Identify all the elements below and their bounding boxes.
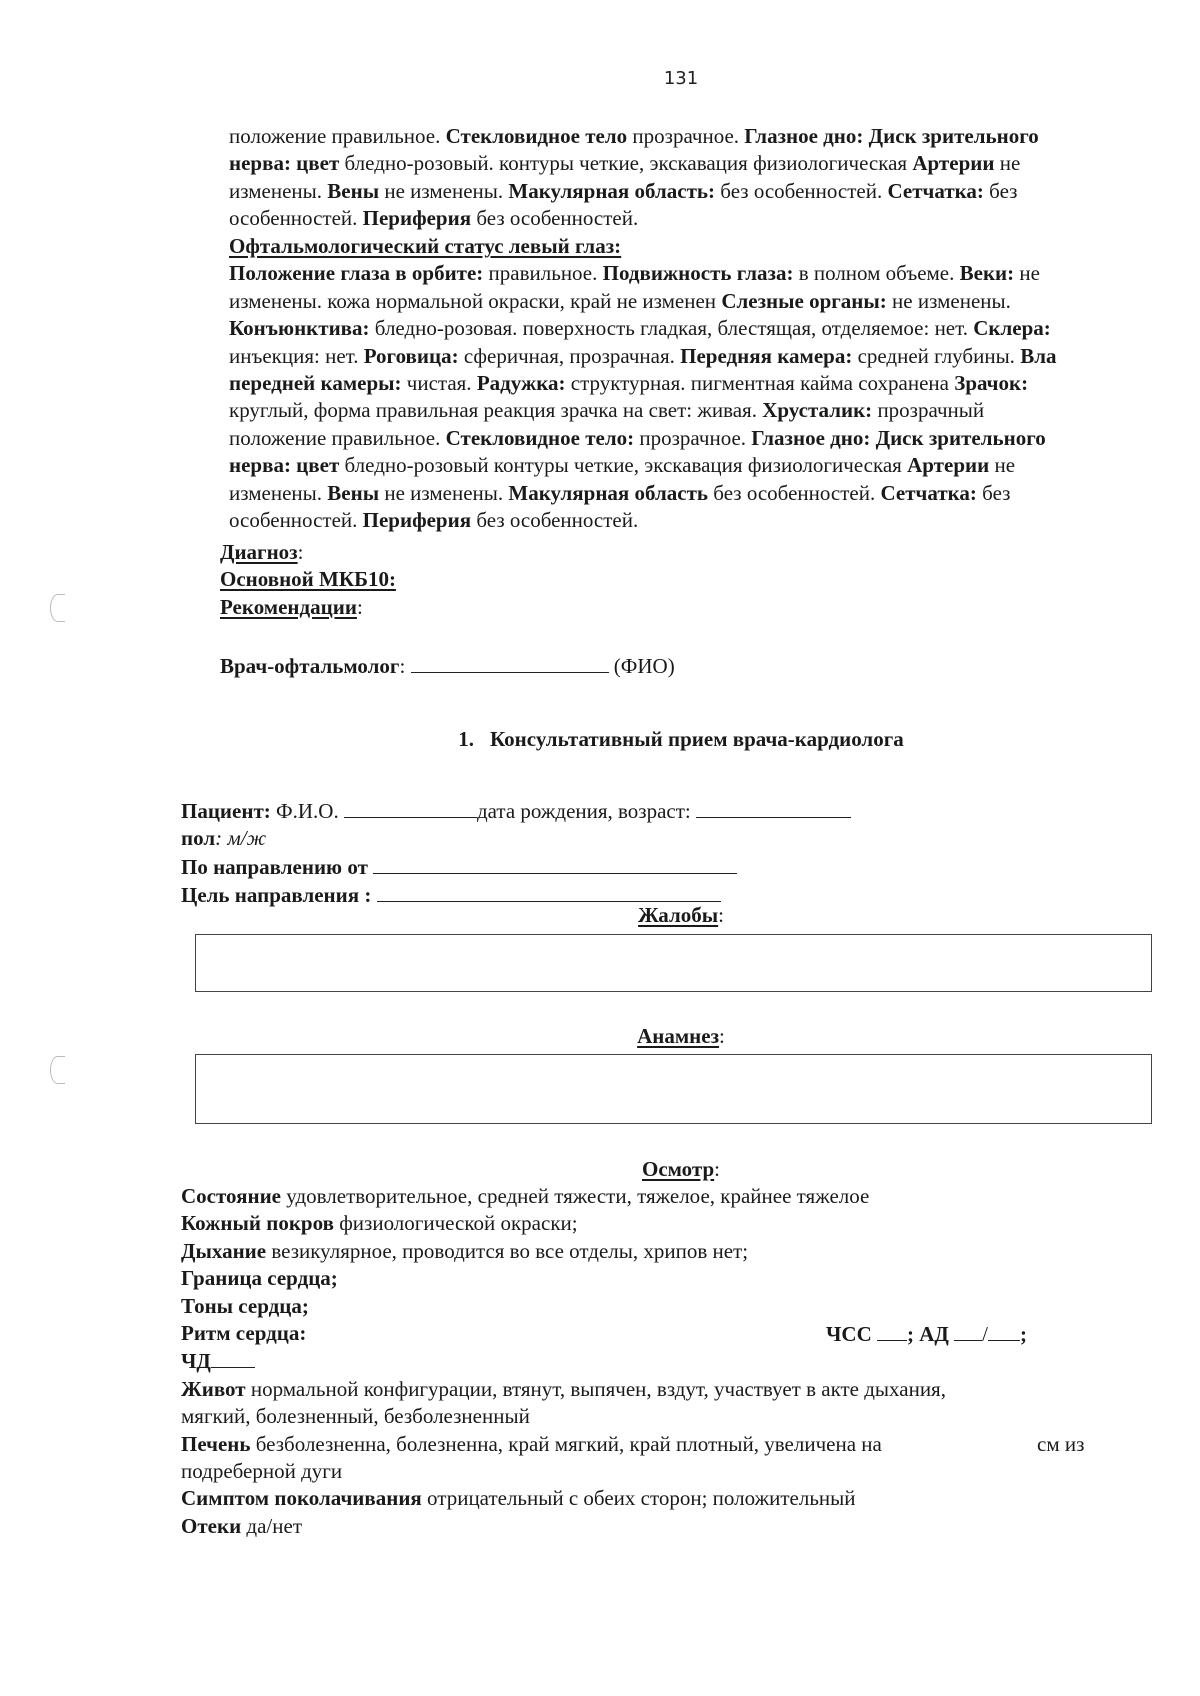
summary-block: Диагноз: Основной МКБ10: Рекомендации: xyxy=(220,540,396,619)
left-eye-status: Офтальмологический статус левый глаз: Положение глаза в орбите: правильное. Подвижность глаза: в полном объеме. Веки: не изменены. кожа нормальной окраски, край не изменен Слезные органы: не изменены. Конъюнктива: бледно-розовая. поверхность гладкая, блестящая, отделяемое: нет. Склера: инъекция: нет. Роговица: сферичная, прозрачная. Передняя камера: средней глубины. Вла передней камеры: чистая. Радужка: структурная. пигментная кайма сохранена Зрачок: круглый, форма правильная реакция зрачка на свет: живая. Хрусталик: прозрачный положение правильное. Стекловидное тело: прозрачное. Глазное дно: Диск зрительного нерва: цвет бледно-розовый контуры четкие, экскавация физиологическая Артерии не изменены. Вены не изменены. Макулярная область без особенностей. Сетчатка: без особенностей. Периферия без особенностей. xyxy=(229,234,1057,533)
cardiology-title: 1. Консультативный прием врача-кардиолога xyxy=(458,727,904,751)
anamnesis-label: Анамнез: xyxy=(637,1024,725,1048)
complaints-label: Жалобы: xyxy=(638,903,724,927)
signature-line[interactable] xyxy=(411,652,609,673)
birth-date-field[interactable] xyxy=(696,797,851,818)
icd-label: Основной МКБ10: xyxy=(220,567,396,592)
heart-rate-field[interactable] xyxy=(877,1320,907,1341)
right-eye-continuation: положение правильное. Стекловидное тело прозрачное. Глазное дно: Диск зрительного нерва: цвет бледно-розовый. контуры четкие, экскавация физиологическая Артерии не изменены. Вены не изменены. Макулярная область: без особенностей. Сетчатка: без особенностей. Периферия без особенностей. xyxy=(229,124,1039,231)
exam-block: Состояние удовлетворительное, средней тяжести, тяжелое, крайнее тяжелое Кожный покров физиологической окраски; Дыхание везикулярное, проводится во все отделы, хрипов нет; Граница сердца; Тоны сердца; Ритм сердца: ЧСС ; АД / ; ЧД Живот нормальной конфигурации, втянут, выпячен, вздут, участвует в акте дыхания, мягкий, болезненный, безболезненный Печень безболезненна, болезненна, край мягкий, край плотный, увеличена на см из подреберной дуги Симптом поколачивания отрицательный с обеих сторон; положительный Отеки да/нет xyxy=(181,1184,1085,1538)
exam-label: Осмотр: xyxy=(641,1157,720,1181)
purpose-field[interactable] xyxy=(377,881,721,902)
sex-options[interactable]: : м/ж xyxy=(215,826,267,851)
ophthalmologist-signature: Врач-офтальмолог: (ФИО) xyxy=(220,654,675,678)
respiratory-rate-field[interactable] xyxy=(211,1347,255,1368)
liver-unit: см из xyxy=(1037,1431,1085,1456)
scan-speck xyxy=(50,594,65,622)
patient-info: Пациент: Ф.И.О. дата рождения, возраст: пол: м/ж По направлению от Цель направления : xyxy=(181,797,981,910)
patient-name-field[interactable] xyxy=(344,797,477,818)
page-number: 131 xyxy=(663,68,699,89)
anamnesis-box[interactable] xyxy=(195,1054,1152,1124)
bp-diastolic-field[interactable] xyxy=(988,1320,1020,1341)
bp-systolic-field[interactable] xyxy=(954,1320,982,1341)
complaints-box[interactable] xyxy=(195,934,1152,992)
recommendations-label: Рекомендации xyxy=(220,594,357,619)
referral-field[interactable] xyxy=(373,853,737,874)
diagnosis-label: Диагноз xyxy=(220,540,298,564)
left-eye-heading: Офтальмологический статус левый глаз: xyxy=(229,234,622,258)
scan-speck xyxy=(50,1056,65,1084)
